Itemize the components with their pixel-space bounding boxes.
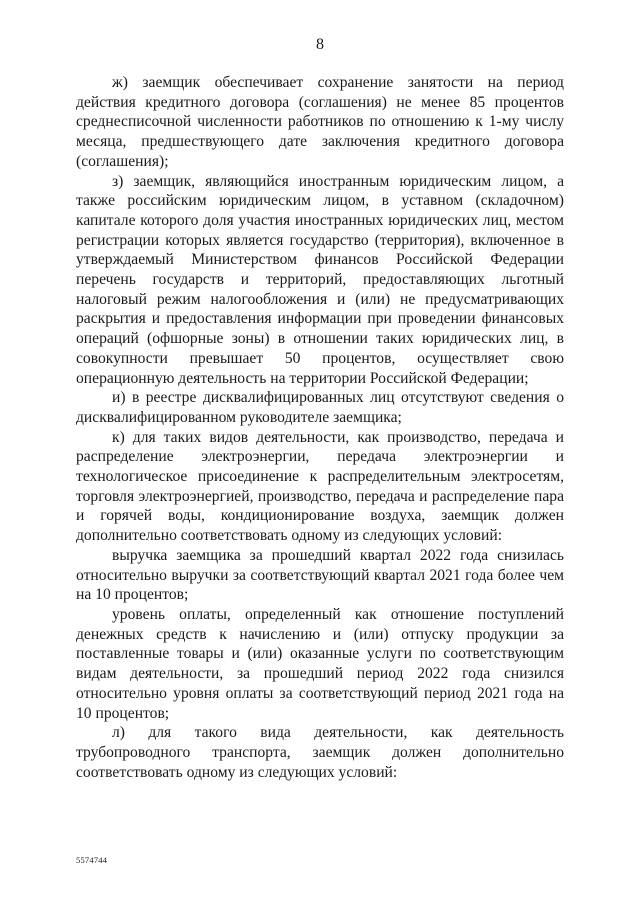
- page-number: 8: [316, 36, 324, 53]
- paragraph-zh: ж) заемщик обеспечивает сохранение занятости на период действия кредитного договора (соглашения) не менее 85 процентов среднесписочной численности работников по отношению к 1-му числу месяца, предшествующего дате заключения кредитного договора (соглашения);: [76, 74, 564, 170]
- condition-payment-level: уровень оплаты, определенный как отношение поступлений денежных средств к начислению и (или) отпуску продукции за поставленные товары и (или) оказанные услуги по соответствующим видам деятельности, за прошедший период 2022 года снизился относительно уровня оплаты за соответствующий период 2021 года на 10 процентов;: [76, 605, 564, 722]
- paragraph-l: л) для такого вида деятельности, как деятельность трубопроводного транспорта, заемщик должен дополнительно соответствовать одному из следующих условий:: [76, 724, 564, 781]
- document-body: [76, 73, 564, 782]
- condition-revenue: выручка заемщика за прошедший квартал 2022 года снизилась относительно выручки за соответствующий квартал 2021 года более чем на 10 процентов;: [76, 546, 564, 604]
- document-code: 5574744: [76, 855, 108, 865]
- paragraph-i: и) в реестре дисквалифицированных лиц отсутствуют сведения о дисквалифицированном руководителе заемщика;: [76, 389, 564, 426]
- paragraph-k: к) для таких видов деятельности, как производство, передача и распределение электроэнергии, передача электроэнергии и технологическое присоединение к распределительным электросетям, торговля электроэнергией, производство, передача и распределение пара и горячей воды, кондиционирование воздуха, заемщик должен дополнительно соответствовать одному из следующих условий:: [76, 428, 564, 545]
- paragraph-z: з) заемщик, являющийся иностранным юридическим лицом, а также российским юридическим лицом, в уставном (складочном) капитале которого доля участия иностранных юридических лиц, местом регистрации которых является государство (территория), включенное в утверждаемый Министерством финансов Российской Федерации перечень государств и территорий, предоставляющих льготный налоговый режим налогообложения и (или) не предусматривающих раскрытия и предоставления информации при проведении финансовых операций (офшорные зоны) в отношении таких юридических лиц, в совокупности превышает 50 процентов, осуществляет свою операционную деятельность на территории Российской Федерации;: [76, 172, 564, 387]
